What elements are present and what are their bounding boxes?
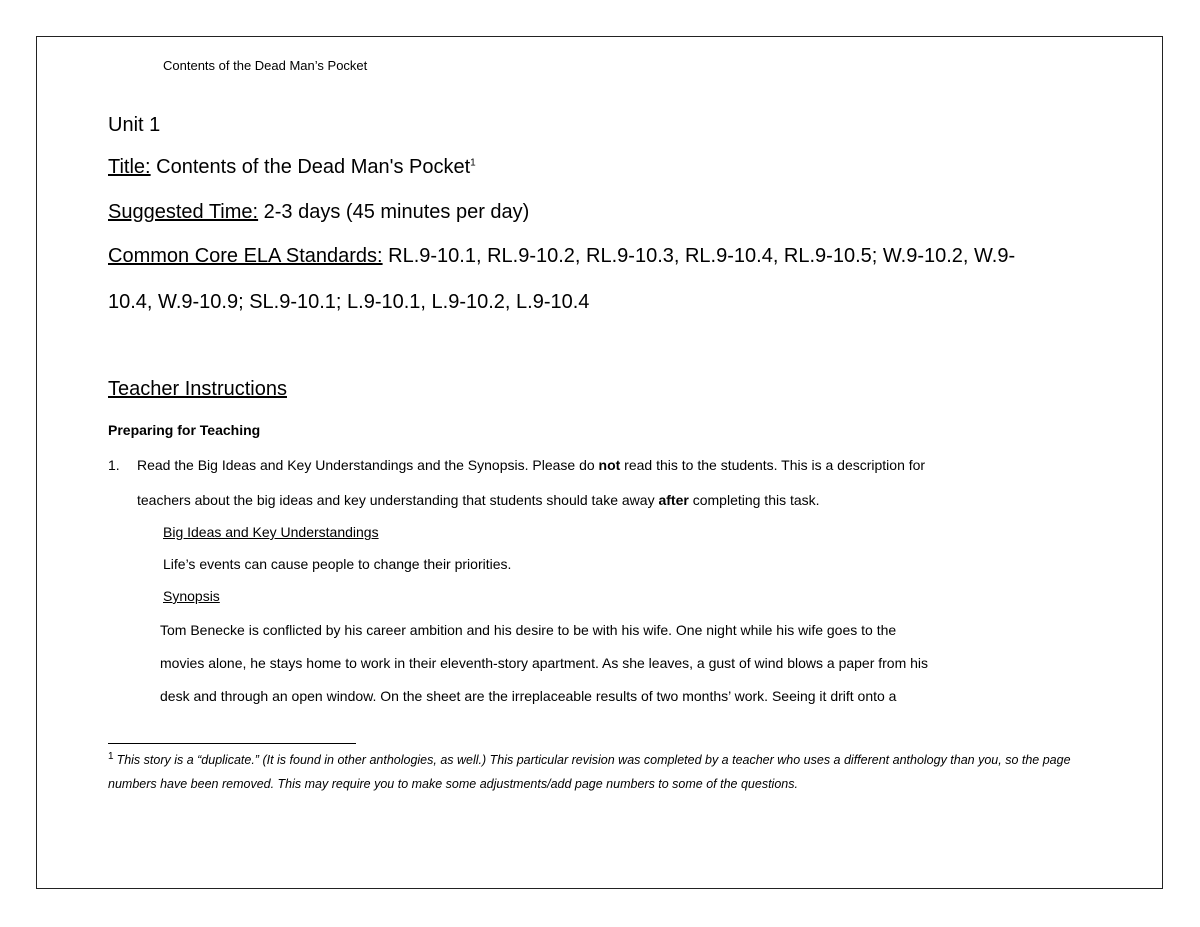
instruction-text: completing this task. (688, 492, 820, 508)
title-value: Contents of the Dead Man's Pocket (150, 156, 471, 178)
document-page (36, 36, 1163, 889)
footnote-text: This story is a “duplicate.” (It is found in other anthologies, as well.) This particular revision was completed by a teacher who uses a different anthology than you, so the page numbers have been removed. This may require you to make some adjustments/add page numbers to some of the questions. (108, 753, 1071, 791)
teacher-instructions-heading: Teacher Instructions (108, 378, 287, 400)
title-line (108, 156, 476, 179)
footnote-marker: 1 (108, 750, 114, 762)
emphasis-after: after (658, 492, 689, 508)
standards-line-1 (108, 245, 1015, 268)
emphasis-not: not (598, 457, 621, 473)
instruction-text: Read the Big Ideas and Key Understandings and the Synopsis. Please do (137, 457, 599, 473)
suggested-time-label: Suggested Time: (108, 201, 259, 223)
suggested-time-line (108, 201, 529, 224)
instruction-text: teachers about the big ideas and key understanding that students should take away (137, 492, 659, 508)
synopsis-heading: Synopsis (163, 588, 220, 604)
footnote-reference[interactable]: 1 (470, 157, 476, 169)
instruction-line-2 (137, 492, 820, 508)
footnote-separator (108, 743, 356, 744)
footnote (108, 749, 1098, 796)
instruction-text: read this to the students. This is a description for (620, 457, 926, 473)
standards-label: Common Core ELA Standards: (108, 245, 383, 267)
list-item-number: 1. (108, 457, 120, 473)
suggested-time-value: 2-3 days (45 minutes per day) (258, 201, 530, 223)
preparing-for-teaching-heading: Preparing for Teaching (108, 422, 261, 438)
standards-line-2: 10.4, W.9-10.9; SL.9-10.1; L.9-10.1, L.9-10.2, L.9-10.4 (108, 291, 590, 313)
instruction-line-1 (137, 457, 925, 473)
title-label: Title: (108, 156, 151, 178)
big-ideas-text: Life’s events can cause people to change their priorities. (163, 556, 512, 572)
synopsis-line: Tom Benecke is conflicted by his career ambition and his desire to be with his wife. One night while his wife goes to the (160, 622, 897, 638)
big-ideas-heading: Big Ideas and Key Understandings (163, 524, 379, 540)
synopsis-line: desk and through an open window. On the sheet are the irreplaceable results of two months’ work. Seeing it drift onto a (160, 688, 897, 704)
standards-value-1: RL.9-10.1, RL.9-10.2, RL.9-10.3, RL.9-10.4, RL.9-10.5; W.9-10.2, W.9- (382, 245, 1016, 267)
running-header: Contents of the Dead Man’s Pocket (163, 58, 368, 73)
synopsis-line: movies alone, he stays home to work in their eleventh-story apartment. As she leaves, a gust of wind blows a paper from his (160, 655, 929, 671)
unit-heading: Unit 1 (108, 114, 161, 136)
